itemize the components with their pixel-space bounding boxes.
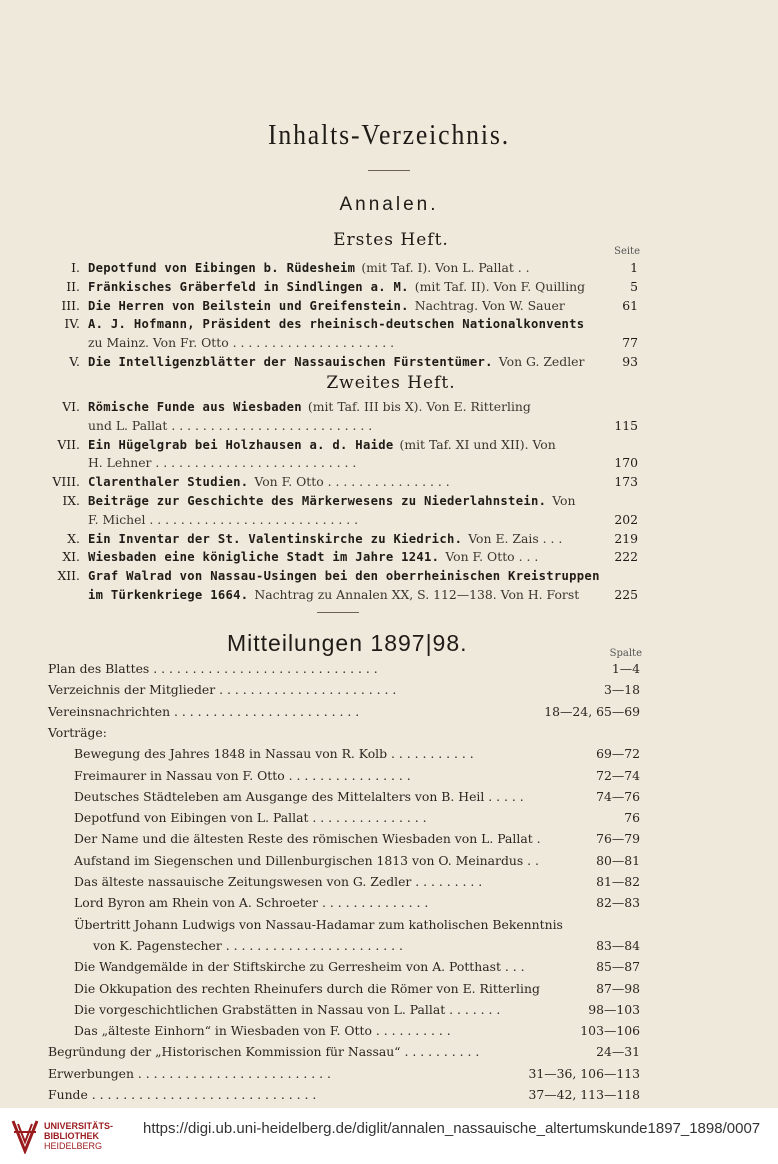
entry-title: Das „älteste Einhorn“ in Wiesbaden von F. Otto . . . . . . . . . . — [74, 1023, 451, 1039]
entry-title: Plan des Blattes . . . . . . . . . . . . . . . . . . . . . . . . . . . . . — [48, 661, 378, 676]
entry-title: Die Wandgemälde in der Stiftskirche zu Gerresheim von A. Potthast . . . — [74, 959, 525, 975]
library-name: UNIVERSITÄTS- BIBLIOTHEK HEIDELBERG — [44, 1121, 114, 1151]
entry-title: Vorträge: — [48, 724, 107, 740]
entry-title — [88, 435, 556, 455]
mitteilungen-row — [0, 722, 778, 744]
entry-title: Der Name und die ältesten Reste des römischen Wiesbaden von L. Pallat . — [74, 831, 541, 847]
page-number: 77 — [622, 335, 638, 351]
source-url[interactable]: https://digi.ub.uni-heidelberg.de/diglit/annalen_nassauische_altertumskunde1897_1898/0007 — [143, 1120, 761, 1137]
mitteilungen-row — [0, 999, 778, 1021]
entry-title: Aufstand im Siegenschen und Dillenburgischen 1813 von O. Meinardus . . — [74, 852, 539, 868]
page-number: 61 — [622, 297, 638, 313]
mitteilungen-row — [0, 807, 778, 829]
entry-title-bold: Die Intelligenzblätter der Nassauischen Fürstentümer. — [88, 355, 493, 369]
entry-title: Begründung der „Historischen Kommission für Nassau“ . . . . . . . . . . — [48, 1044, 480, 1060]
column-range: 87—98 — [596, 980, 640, 996]
mitteilungen-row — [0, 786, 778, 808]
entry-title — [88, 314, 590, 334]
divider — [317, 612, 359, 613]
column-range: 72—74 — [596, 767, 640, 783]
column-range: 83—84 — [596, 937, 640, 953]
entry-title-bold: Clarenthaler Studien. — [88, 475, 249, 490]
entry-title — [88, 491, 576, 511]
mitteilungen-row — [0, 1084, 778, 1106]
toc-row — [0, 296, 778, 316]
toc-row — [0, 453, 778, 473]
entry-title — [88, 566, 606, 586]
entry-title: Funde . . . . . . . . . . . . . . . . . . . . . . . . . . . . . — [48, 1087, 317, 1102]
mitteilungen-row — [0, 679, 778, 701]
entry-number: V. — [69, 354, 80, 369]
toc-row — [0, 491, 778, 511]
mitteilungen-row — [0, 914, 778, 936]
entry-title-bold: Wiesbaden eine königliche Stadt im Jahre 1241. — [88, 550, 440, 565]
entry-title: Bewegung des Jahres 1848 in Nassau von R. Kolb . . . . . . . . . . . — [74, 746, 474, 762]
entry-title-bold: Beiträge zur Geschichte des Märkerwesens zu Niederlahnstein. — [88, 494, 547, 508]
column-range: 31—36, 106—113 — [528, 1065, 640, 1081]
toc-row — [0, 416, 778, 436]
entry-title — [88, 296, 565, 316]
column-range: 85—87 — [596, 959, 640, 975]
mitteilungen-row — [0, 1020, 778, 1042]
entry-title: Lord Byron am Rhein von A. Schroeter . . . . . . . . . . . . . . — [74, 895, 429, 911]
mitteilungen-row — [0, 828, 778, 850]
entry-title — [88, 352, 584, 372]
heft2-heading: Zweites Heft. — [326, 373, 456, 393]
entry-title — [88, 510, 358, 530]
entry-author: zu Mainz. Von Fr. Otto . . . . . . . . . . . . . . . . . . . . . — [88, 335, 395, 351]
column-range: 74—76 — [596, 788, 640, 804]
entry-number: IV. — [64, 316, 80, 332]
mitteilungen-row — [0, 871, 778, 893]
heft1-heading: Erstes Heft. — [333, 230, 449, 250]
footer-bar — [0, 1108, 778, 1164]
entry-author: H. Lehner . . . . . . . . . . . . . . . . . . . . . . . . . . — [88, 455, 357, 471]
entry-title-bold: Ein Hügelgrab bei Holzhausen a. d. Haide — [88, 437, 394, 452]
mitteilungen-row — [0, 658, 778, 680]
entry-number: VI. — [62, 399, 80, 414]
entry-number: II. — [66, 278, 80, 294]
mitteilungen-row — [0, 701, 778, 723]
page-number: 222 — [614, 549, 638, 565]
column-range: 18—24, 65—69 — [544, 703, 640, 719]
entry-number: VIII. — [52, 474, 80, 490]
toc-row — [0, 258, 778, 278]
page-number: 173 — [614, 474, 638, 490]
column-range: 3—18 — [603, 682, 640, 698]
entry-author: und L. Pallat . . . . . . . . . . . . . . . . . . . . . . . . . . — [88, 417, 373, 433]
toc-row — [0, 547, 778, 567]
entry-author: (mit Taf. XI und XII). Von — [399, 436, 556, 452]
entry-title: Erwerbungen . . . . . . . . . . . . . . . . . . . . . . . . . — [48, 1065, 331, 1081]
mitteilungen-row — [0, 1041, 778, 1063]
mitteilungen-row — [0, 892, 778, 914]
page-number: 170 — [614, 455, 638, 471]
entry-title — [88, 277, 585, 297]
toc-row — [0, 585, 778, 605]
mitteilungen-row — [0, 765, 778, 787]
entry-author: Von — [552, 493, 576, 508]
entry-title — [88, 529, 562, 549]
toc-row — [0, 566, 778, 586]
toc-row — [0, 352, 778, 372]
column-range: 98—103 — [588, 1001, 640, 1017]
entry-title-bold: Römische Funde aus Wiesbaden — [88, 400, 302, 414]
entry-title: Die Okkupation des rechten Rheinufers durch die Römer von E. Ritterling — [74, 980, 540, 996]
entry-author: Nachtrag zu Annalen XX, S. 112—138. Von H. Forst — [254, 587, 580, 602]
spalte-label: Spalte — [609, 648, 642, 659]
entry-title-bold: Ein Inventar der St. Valentinskirche zu Kiedrich. — [88, 531, 463, 546]
entry-author: Von F. Otto . . . — [445, 549, 539, 565]
annalen-heading: Annalen. — [339, 194, 439, 215]
page-title: Inhalts-Verzeichnis. — [267, 120, 511, 151]
toc-row — [0, 435, 778, 455]
entry-title-bold: A. J. Hofmann, Präsident des rheinisch-deutschen Nationalkonvents — [88, 317, 585, 332]
entry-author: Von G. Zedler — [498, 354, 585, 369]
toc-row — [0, 472, 778, 492]
page-number: 219 — [614, 530, 638, 546]
toc-row — [0, 333, 778, 353]
entry-title — [88, 453, 356, 473]
entry-author: Von F. Otto . . . . . . . . . . . . . . . . — [254, 474, 450, 490]
entry-number: IX. — [62, 493, 80, 508]
mitteilungen-row — [0, 850, 778, 872]
mitteilungen-row — [0, 978, 778, 1000]
entry-title-bold: Graf Walrad von Nassau-Usingen bei den oberrheinischen Kreistruppen — [88, 569, 600, 584]
entry-title: von K. Pagenstecher . . . . . . . . . . . . . . . . . . . . . . . — [93, 937, 403, 953]
column-range: 69—72 — [596, 746, 640, 762]
page-number: 202 — [614, 511, 638, 527]
mitteilungen-row — [0, 956, 778, 978]
entry-title — [88, 416, 372, 436]
entry-author: (mit Taf. I). Von L. Pallat . . — [361, 260, 530, 275]
toc-row — [0, 397, 778, 417]
entry-title-bold: Die Herren von Beilstein und Greifenstein. — [88, 298, 409, 313]
entry-title — [88, 258, 530, 278]
entry-title: Freimaurer in Nassau von F. Otto . . . . . . . . . . . . . . . . — [74, 767, 411, 783]
column-range: 37—42, 113—118 — [528, 1087, 640, 1102]
entry-number: VII. — [57, 436, 80, 452]
mitteilungen-row — [0, 1063, 778, 1085]
page-number: 5 — [630, 278, 638, 294]
toc-row — [0, 277, 778, 297]
entry-title: Depotfund von Eibingen von L. Pallat . . . . . . . . . . . . . . . — [74, 810, 427, 826]
entry-author: (mit Taf. II). Von F. Quilling — [414, 278, 586, 294]
page-number: 93 — [622, 354, 638, 369]
page-number: 225 — [614, 587, 638, 602]
entry-number: XI. — [62, 549, 80, 565]
mitteilungen-row — [0, 743, 778, 765]
entry-title: Verzeichnis der Mitglieder . . . . . . . . . . . . . . . . . . . . . . . — [48, 682, 397, 698]
entry-title — [88, 333, 394, 353]
entry-title-bold: Fränkisches Gräberfeld in Sindlingen a. M. — [88, 279, 409, 294]
column-range: 80—81 — [596, 852, 640, 868]
entry-number: XII. — [57, 568, 80, 584]
entry-title: Deutsches Städteleben am Ausgange des Mittelalters von B. Heil . . . . . — [74, 788, 524, 804]
entry-title — [88, 472, 450, 492]
entry-title: Vereinsnachrichten . . . . . . . . . . . . . . . . . . . . . . . . — [48, 703, 360, 719]
column-range: 24—31 — [596, 1044, 640, 1060]
entry-title: Die vorgeschichtlichen Grabstätten in Nassau von L. Pallat . . . . . . . — [74, 1001, 501, 1017]
university-logo-icon — [10, 1118, 40, 1158]
mitteilungen-heading: Mitteilungen 1897|98. — [227, 630, 468, 656]
divider — [368, 170, 410, 171]
toc-row — [0, 314, 778, 334]
toc-row — [0, 510, 778, 530]
entry-title-bold: Depotfund von Eibingen b. Rüdesheim — [88, 261, 356, 275]
column-range: 103—106 — [580, 1023, 640, 1039]
entry-number: III. — [61, 297, 80, 313]
entry-author: Von E. Zais . . . — [468, 530, 563, 546]
entry-author: (mit Taf. III bis X). Von E. Ritterling — [307, 399, 531, 414]
entry-title: Das älteste nassauische Zeitungswesen von G. Zedler . . . . . . . . . — [74, 874, 483, 889]
page-number: 115 — [614, 417, 638, 433]
entry-number: X. — [67, 530, 80, 546]
column-range: 82—83 — [596, 895, 640, 911]
entry-title: Übertritt Johann Ludwigs von Nassau-Hadamar zum katholischen Bekenntnis — [74, 916, 563, 932]
entry-title — [88, 585, 579, 605]
mitteilungen-row — [0, 935, 778, 957]
entry-title-bold: im Türkenkriege 1664. — [88, 588, 249, 602]
toc-row — [0, 529, 778, 549]
column-range: 76—79 — [596, 831, 640, 847]
entry-author: F. Michel . . . . . . . . . . . . . . . . . . . . . . . . . . . — [88, 511, 359, 527]
column-range: 76 — [624, 810, 640, 826]
entry-title — [88, 397, 531, 417]
entry-title — [88, 547, 538, 567]
column-range: 1—4 — [611, 661, 640, 676]
page-number: 1 — [630, 260, 638, 275]
entry-author: Nachtrag. Von W. Sauer — [414, 297, 565, 313]
column-range: 81—82 — [596, 874, 640, 889]
entry-number: I. — [71, 260, 80, 275]
seite-label: Seite — [614, 246, 640, 257]
